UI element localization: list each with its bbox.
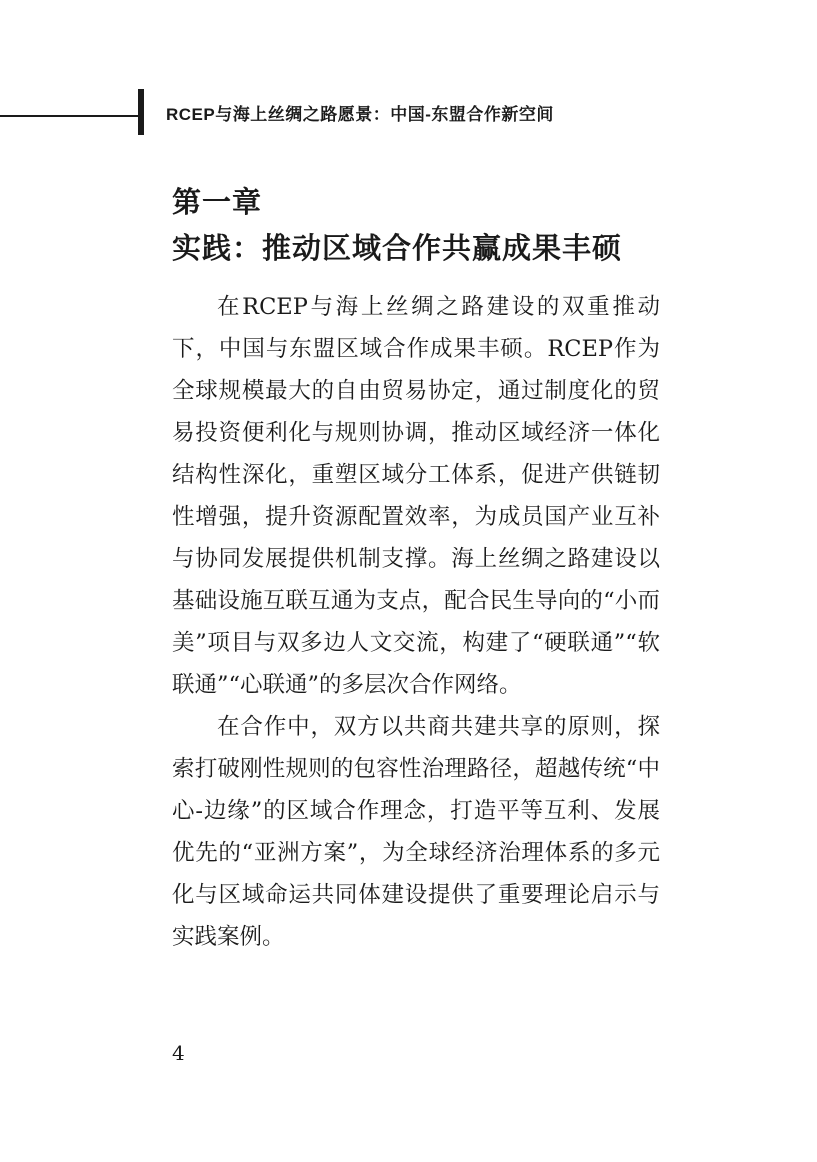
chapter-label: 第一章 [172,185,263,219]
paragraph: 在RCEP与海上丝绸之路建设的双重推动下，中国与东盟区域合作成果丰硕。RCEP作为全球规模最大的自由贸易协定，通过制度化的贸易投资便利化与规则协调，推动区域经济一体化结构性深化，重塑区域分工体系，促进产供链韧性增强，提升资源配置效率，为成员国产业互补与协同发展提供机制支撑。海上丝绸之路建设以基础设施互联互通为支点，配合民生导向的“小而美”项目与双多边人文交流，构建了“硬联通”“软联通”“心联通”的多层次合作网络。 [172,294,660,698]
header-bar [138,89,144,135]
header-rule [0,115,141,117]
body-text [172,286,660,958]
running-head: RCEP与海上丝绸之路愿景：中国-东盟合作新空间 [166,105,554,124]
page-number: 4 [172,1041,185,1065]
paragraph: 在合作中，双方以共商共建共享的原则，探索打破刚性规则的包容性治理路径，超越传统“中心-边缘”的区域合作理念，打造平等互利、发展优先的“亚洲方案”，为全球经济治理体系的多元化与区域命运共同体建设提供了重要理论启示与实践案例。 [172,714,660,950]
chapter-title: 实践：推动区域合作共赢成果丰硕 [172,231,623,265]
